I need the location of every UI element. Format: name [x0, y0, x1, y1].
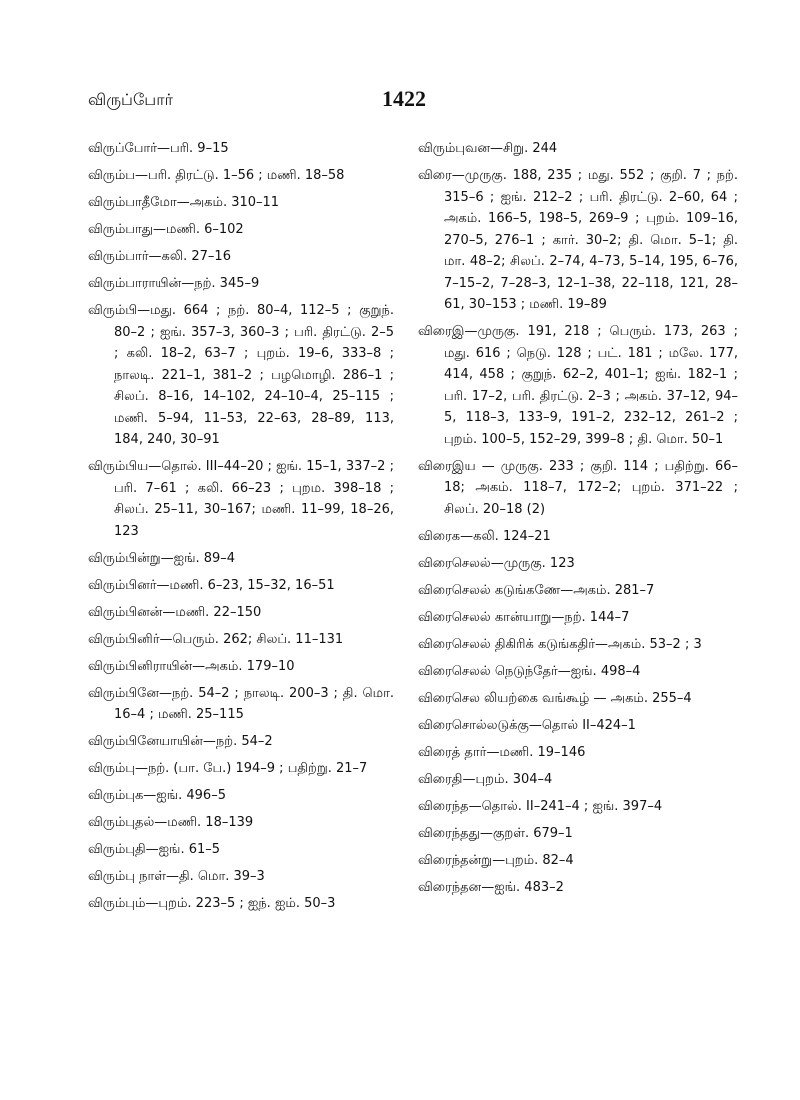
index-entry: விரும்பார்—கலி. 27–16 — [88, 249, 231, 264]
index-entry: விரும்புவன—சிறு. 244 — [418, 141, 558, 156]
index-entry: விரும்பின்று—ஐங். 89–4 — [88, 550, 236, 566]
index-entry: விரைக—கலி. 124–21 — [418, 528, 551, 544]
index-entry: விரும்பி—மது. 664 ; நற். 80–4, 112–5 ; குறுந். 80–2 ; ஐங். 357–3, 360–3 ; பரி. திரட்டு. 2–5 ; கலி. 18–2, 63–7 ; புறம். 19–6, 333–8 ; நாலடி. 221–1, 381–2 ; பழமொழி. 286–1 ; சிலப். 8–16, 14–102, 24–10–4, 25–115 ; மணி. 5–94, 11–53, 22–63, 28–89, 113, 184, 240, 30–91 — [88, 303, 394, 447]
index-entry: விரைசெலல் திகிரிக் கடுங்கதிர்—அகம். 53–2 ; 3 — [418, 636, 702, 652]
index-entry: விரும்பினர்—மணி. 6–23, 15–32, 16–51 — [88, 577, 335, 593]
index-entry: விரைஇ—முருகு. 191, 218 ; பெரும். 173, 263 ; மது. 616 ; நெடு. 128 ; பட். 181 ; மலே. 177, 414, 458 ; குறுந். 62–2, 401–1; ஐங். 182–1 ; பரி. 17–2, பரி. திரட்டு. 2–3 ; அகம். 37–12, 94–5, 118–3, 133–9, 191–2, 232–12, 261–2 ; புறம். 100–5, 152–29, 399–8 ; தி. மொ. 50–1 — [418, 324, 738, 447]
index-entry: விரைந்தது—குறள். 679–1 — [418, 825, 573, 841]
page-header — [88, 86, 720, 120]
running-head: விருப்போர் — [88, 90, 173, 109]
index-entry: விரைதி—புறம். 304–4 — [418, 771, 553, 787]
index-entry: விரும்பாராயின்—நற். 345–9 — [88, 276, 260, 291]
index-entry: விரும்ப—பரி. திரட்டு. 1–56 ; மணி. 18–58 — [88, 168, 345, 183]
index-entry: விரும்பினிர்—பெரும். 262; சிலப். 11–131 — [88, 631, 344, 647]
index-entry: விரும்பு நாள்—தி. மொ. 39–3 — [88, 869, 265, 884]
index-entry: விரைசெலல் கடுங்கணே—அகம். 281–7 — [418, 582, 655, 598]
index-entry: விரைசொல்லடுக்கு—தொல் II–424–1 — [418, 717, 636, 733]
index-entry: விரை—முருகு. 188, 235 ; மது. 552 ; குறி. 7 ; நற். 315–6 ; ஐங். 212–2 ; பரி. திரட்டு. 2–60, 64 ; அகம். 166–5, 198–5, 269–9 ; புறம். 109–16, 270–5, 276–1 ; கார். 30–2; தி. மொ. 5–1; தி. மா. 48–2; சிலப். 2–74, 4–73, 5–14, 195, 6–76, 7–15–2, 7–28–3, 12–1–38, 22–118, 121, 28–61, 30–153 ; மணி. 19–89 — [418, 168, 738, 312]
index-entry: விரும்பாது—மணி. 6–102 — [88, 222, 244, 237]
index-entry: விரும்பாதீமோ—அகம். 310–11 — [88, 195, 280, 210]
index-entry: விரைசெலல் நெடுந்தேர்—ஐங். 498–4 — [418, 663, 641, 679]
index-entry: விரும்புதி—ஐங். 61–5 — [88, 842, 221, 857]
index-entry: விரும்பினேயாயின்—நற். 54–2 — [88, 734, 273, 749]
left-column — [88, 138, 394, 920]
index-entry: விரும்பினிராயின்—அகம். 179–10 — [88, 658, 295, 674]
index-entry: விரைசெல லியற்கை வங்கூழ் — அகம். 255–4 — [418, 690, 692, 706]
index-entry: விரும்புக—ஐங். 496–5 — [88, 788, 226, 803]
index-entry: விரும்பும்—புறம். 223–5 ; ஐந். ஐம். 50–3 — [88, 896, 336, 911]
index-entry: விரைசெலல் கான்யாறு—நற். 144–7 — [418, 609, 630, 625]
page-number: 1422 — [382, 86, 426, 111]
index-entry: விரைத் தார்—மணி. 19–146 — [418, 744, 586, 760]
index-entry: விரும்பிய—தொல். III–44–20 ; ஐங். 15–1, 337–2 ; பரி. 7–61 ; கலி. 66–23 ; புறம. 398–18 ; சிலப். 25–11, 30–167; மணி. 11–99, 18–26, 123 — [88, 459, 394, 539]
index-entry: விரும்பினே—நற். 54–2 ; நாலடி. 200–3 ; தி. மொ. 16–4 ; மணி. 25–115 — [88, 685, 394, 722]
index-entry: விரைந்த—தொல். II–241–4 ; ஐங். 397–4 — [418, 798, 663, 814]
index-entry: விரும்பினன்—மணி. 22–150 — [88, 604, 262, 620]
index-entry: விரைந்தன்று—புறம். 82–4 — [418, 852, 574, 868]
index-entry: விருப்போர்—பரி. 9–15 — [88, 141, 229, 156]
index-entry: விரைந்தன—ஐங். 483–2 — [418, 879, 564, 895]
right-column — [418, 138, 738, 904]
index-entry: விரைசெலல்—முருகு. 123 — [418, 555, 575, 571]
index-entry: விரும்புதல்—மணி. 18–139 — [88, 815, 254, 830]
index-entry: விரைஇய — முருகு. 233 ; குறி. 114 ; பதிற்று. 66–18; அகம். 118–7, 172–2; புறம். 371–22 ; சிலப். 20–18 (2) — [418, 458, 738, 517]
index-entry: விரும்பு—நற். (பா. பே.) 194–9 ; பதிற்று. 21–7 — [88, 761, 368, 776]
